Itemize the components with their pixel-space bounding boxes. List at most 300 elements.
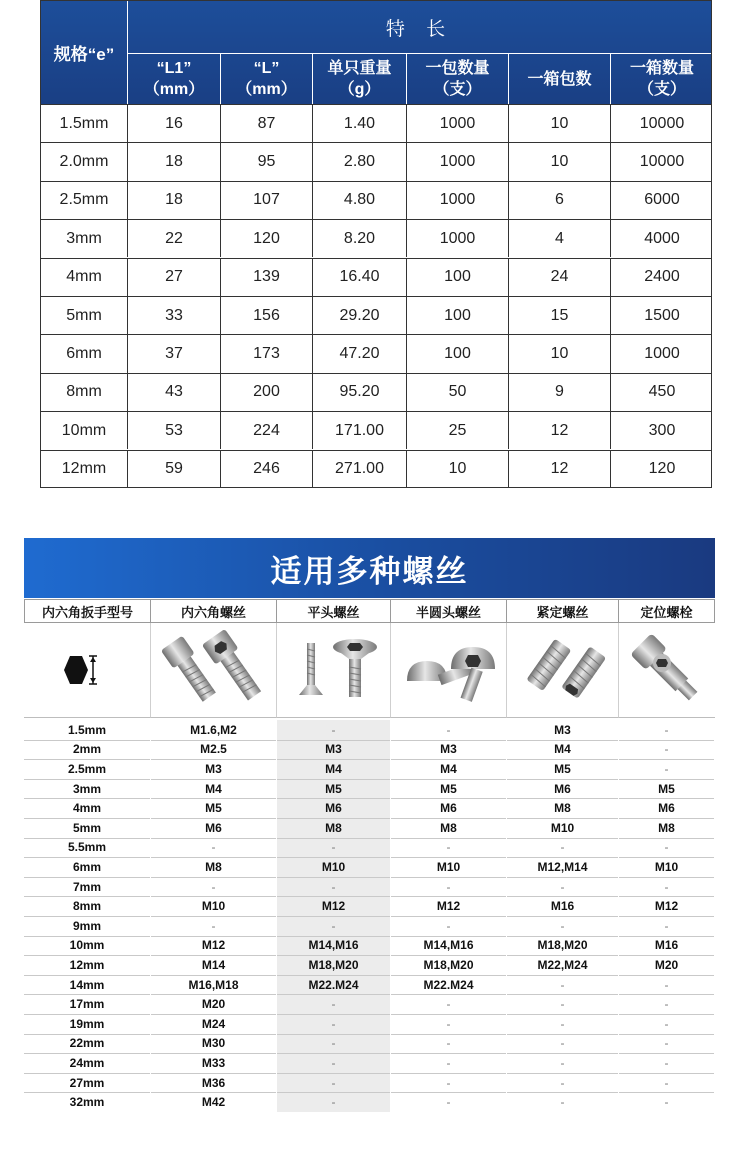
row-divider: [619, 759, 714, 760]
row-divider: [151, 1073, 276, 1074]
screw-size-cell: M3: [205, 761, 222, 776]
row-divider: [507, 936, 618, 937]
compatibility-title: 适用多种螺丝: [24, 538, 715, 598]
row-divider: [391, 877, 506, 878]
screw-size-cell: -: [664, 742, 669, 757]
row-divider: [24, 1014, 150, 1015]
subheader-unit: （mm）: [143, 81, 205, 98]
feature-subheader: [611, 54, 713, 104]
row-divider: [24, 936, 150, 937]
row-divider: [619, 975, 714, 976]
wrench-size-cell: 24mm: [69, 1055, 105, 1070]
row-divider: [24, 975, 150, 976]
row-divider: [24, 857, 150, 858]
screw-size-cell: M8: [440, 820, 457, 835]
screw-size-cell: -: [560, 918, 565, 933]
row-divider: [151, 994, 276, 995]
value-cell: 271.00: [313, 451, 407, 488]
screw-size-cell: M6: [205, 820, 222, 835]
screw-size-cell: M20: [654, 957, 679, 972]
value-cell: 200: [221, 374, 313, 411]
row-divider: [277, 1053, 390, 1054]
spec-table-header: [41, 1, 711, 104]
row-divider: [24, 1092, 150, 1093]
screw-size-cell: M8: [554, 801, 571, 816]
row-divider: [507, 975, 618, 976]
subheader-label: “L”: [253, 60, 280, 77]
screw-size-cell: M16: [550, 899, 575, 914]
screw-size-cell: M3: [554, 722, 571, 737]
screw-size-cell: M5: [205, 801, 222, 816]
row-divider: [619, 779, 714, 780]
value-cell: 1000: [407, 220, 509, 257]
value-cell: 6: [509, 182, 611, 219]
value-cell: 8.20: [313, 220, 407, 257]
screw-size-cell: M10: [201, 899, 226, 914]
row-divider: [619, 857, 714, 858]
row-divider: [277, 1092, 390, 1093]
screw-size-cell: -: [331, 1016, 336, 1031]
screw-size-cell: M8: [205, 859, 222, 874]
screw-size-cell: M3: [440, 742, 457, 757]
spec-cell: 4mm: [41, 259, 128, 296]
row-divider: [151, 1034, 276, 1035]
row-divider: [619, 838, 714, 839]
value-cell: 37: [128, 335, 221, 372]
row-divider: [619, 916, 714, 917]
row-divider: [277, 838, 390, 839]
screw-size-cell: M1.6,M2: [190, 722, 237, 737]
subheader-unit: （mm）: [236, 81, 297, 98]
row-divider: [507, 994, 618, 995]
value-cell: 4: [509, 220, 611, 257]
value-cell: 139: [221, 259, 313, 296]
value-cell: 1000: [407, 105, 509, 142]
screw-size-cell: -: [664, 1055, 669, 1070]
row-divider: [277, 740, 390, 741]
row-divider: [277, 877, 390, 878]
screw-size-cell: -: [211, 879, 216, 894]
row-divider: [507, 955, 618, 956]
screw-size-cell: -: [446, 1016, 451, 1031]
screw-size-cell: M18,M20: [308, 957, 359, 972]
spec-cell: 2.0mm: [41, 143, 128, 180]
subheader-label: 一箱数量: [629, 60, 694, 77]
row-divider: [151, 1092, 276, 1093]
row-divider: [619, 1092, 714, 1093]
value-cell: 107: [221, 182, 313, 219]
value-cell: 25: [407, 412, 509, 449]
wrench-size-cell: 2mm: [72, 742, 101, 757]
screw-size-cell: -: [446, 879, 451, 894]
screw-size-cell: -: [560, 977, 565, 992]
table-column: [151, 720, 276, 1112]
value-cell: 16.40: [313, 259, 407, 296]
set-screw-icon: [507, 623, 619, 718]
row-divider: [151, 896, 276, 897]
screw-size-cell: M8: [658, 820, 675, 835]
screw-size-cell: -: [331, 879, 336, 894]
row-divider: [277, 798, 390, 799]
wrench-size-cell: 9mm: [72, 918, 101, 933]
row-divider: [391, 779, 506, 780]
screw-size-cell: M10: [654, 859, 679, 874]
screw-size-cell: -: [664, 977, 669, 992]
screw-size-cell: M4: [325, 761, 342, 776]
row-divider: [277, 759, 390, 760]
value-cell: 24: [509, 259, 611, 296]
column-header: 紧定螺丝: [507, 599, 619, 623]
row-divider: [391, 896, 506, 897]
row-divider: [277, 916, 390, 917]
row-divider: [391, 740, 506, 741]
value-cell: 16: [128, 105, 221, 142]
row-divider: [619, 994, 714, 995]
screw-size-cell: -: [446, 1075, 451, 1090]
value-cell: 173: [221, 335, 313, 372]
row-divider: [507, 740, 618, 741]
value-cell: 450: [648, 383, 676, 401]
value-cell: 10: [509, 335, 611, 372]
row-divider: [24, 1053, 150, 1054]
row-divider: [619, 1053, 714, 1054]
row-divider: [24, 1034, 150, 1035]
screw-size-cell: -: [664, 1075, 669, 1090]
row-divider: [151, 1014, 276, 1015]
row-divider: [24, 779, 150, 780]
value-cell: 10: [407, 451, 509, 488]
wrench-size-cell: 3mm: [72, 781, 101, 796]
spec-cell: 1.5mm: [41, 105, 128, 142]
spec-cell: 3mm: [41, 220, 128, 257]
screw-size-cell: -: [446, 840, 451, 855]
value-cell: 95.20: [313, 374, 407, 411]
row-divider: [619, 818, 714, 819]
screw-size-cell: M18,M20: [423, 957, 474, 972]
value-cell: 1500: [644, 306, 680, 324]
shoulder-bolt-icon: [619, 623, 715, 718]
row-divider: [619, 798, 714, 799]
screw-size-cell: -: [446, 997, 451, 1012]
row-divider: [507, 857, 618, 858]
row-divider: [391, 759, 506, 760]
subheader-label: 一包数量: [425, 60, 490, 77]
row-divider: [277, 975, 390, 976]
wrench-size-cell: 1.5mm: [67, 722, 107, 737]
value-cell: 10: [509, 143, 611, 180]
wrench-size-cell: 14mm: [69, 977, 105, 992]
row-divider: [507, 1053, 618, 1054]
row-divider: [391, 916, 506, 917]
row-divider: [151, 975, 276, 976]
value-cell: 50: [407, 374, 509, 411]
screw-size-cell: -: [560, 840, 565, 855]
row-divider: [151, 779, 276, 780]
feature-subheader: [313, 54, 407, 104]
row-divider: [24, 838, 150, 839]
screw-size-cell: M22.M24: [308, 977, 359, 992]
screw-size-cell: M22,M24: [537, 957, 588, 972]
row-divider: [151, 798, 276, 799]
subheader-label: 一箱包数: [527, 70, 592, 88]
screw-size-cell: M10: [550, 820, 575, 835]
table-column: [507, 720, 618, 1112]
row-divider: [277, 857, 390, 858]
value-cell: 43: [128, 374, 221, 411]
table-column: [619, 720, 714, 1112]
value-cell: 10000: [639, 153, 685, 171]
column-header: 半圆头螺丝: [391, 599, 507, 623]
screw-size-cell: -: [446, 1036, 451, 1051]
wrench-size-cell: 8mm: [72, 899, 101, 914]
value-cell: 87: [221, 105, 313, 142]
screw-size-cell: M18,M20: [537, 938, 588, 953]
screw-size-cell: M6: [554, 781, 571, 796]
value-cell: 120: [221, 220, 313, 257]
screw-size-cell: -: [331, 1036, 336, 1051]
row-divider: [507, 798, 618, 799]
screw-size-cell: -: [446, 1055, 451, 1070]
screw-size-cell: M16: [654, 938, 679, 953]
screw-size-cell: M42: [201, 1095, 226, 1110]
value-cell: 33: [128, 297, 221, 334]
screw-size-cell: M4: [554, 742, 571, 757]
wrench-size-cell: 5.5mm: [67, 840, 107, 855]
value-cell: 156: [221, 297, 313, 334]
wrench-spec-table: [40, 0, 712, 488]
row-divider: [507, 896, 618, 897]
row-divider: [619, 1014, 714, 1015]
row-divider: [151, 818, 276, 819]
row-divider: [391, 1053, 506, 1054]
screw-size-cell: M3: [325, 742, 342, 757]
row-divider: [151, 759, 276, 760]
value-cell: 27: [128, 259, 221, 296]
spec-cell: 2.5mm: [41, 182, 128, 219]
screw-size-cell: -: [446, 722, 451, 737]
row-divider: [277, 779, 390, 780]
hex-wrench-size-icon: [24, 623, 151, 718]
feature-subheader: [407, 54, 509, 104]
row-divider: [507, 779, 618, 780]
row-divider: [391, 857, 506, 858]
value-cell: 53: [128, 412, 221, 449]
row-divider: [619, 1073, 714, 1074]
table-column: [24, 720, 150, 1112]
table-row: [41, 219, 711, 257]
row-divider: [507, 759, 618, 760]
table-row: [41, 411, 711, 449]
screw-compatibility-table: [24, 599, 715, 1112]
screw-size-cell: M12,M14: [537, 859, 588, 874]
screw-size-cell: -: [560, 1055, 565, 1070]
wrench-size-cell: 6mm: [72, 859, 101, 874]
row-divider: [507, 818, 618, 819]
wrench-size-cell: 32mm: [69, 1095, 105, 1110]
row-divider: [619, 740, 714, 741]
screw-size-cell: M5: [658, 781, 675, 796]
screw-size-cell: -: [664, 761, 669, 776]
spec-cell: 6mm: [41, 335, 128, 372]
row-divider: [151, 740, 276, 741]
screw-size-cell: -: [664, 997, 669, 1012]
screw-size-cell: M8: [325, 820, 342, 835]
value-cell: 10: [509, 105, 611, 142]
spec-cell: 8mm: [41, 374, 128, 411]
value-cell: 12: [509, 412, 611, 449]
screw-size-cell: -: [560, 879, 565, 894]
value-cell: 1000: [407, 182, 509, 219]
row-divider: [391, 975, 506, 976]
screw-size-cell: -: [331, 1075, 336, 1090]
screw-size-cell: M12: [321, 899, 346, 914]
screw-size-cell: -: [664, 1016, 669, 1031]
screw-size-cell: -: [331, 997, 336, 1012]
table-row: [41, 142, 711, 180]
row-divider: [24, 818, 150, 819]
screw-size-cell: M5: [440, 781, 457, 796]
wrench-size-cell: 22mm: [69, 1036, 105, 1051]
screw-size-cell: -: [560, 997, 565, 1012]
spec-cell: 5mm: [41, 297, 128, 334]
screw-size-cell: M14,M16: [423, 938, 474, 953]
row-divider: [391, 1073, 506, 1074]
value-cell: 1000: [644, 345, 680, 363]
row-divider: [507, 1014, 618, 1015]
value-cell: 18: [128, 143, 221, 180]
screw-size-cell: M12: [654, 899, 679, 914]
screw-size-cell: M12: [201, 938, 226, 953]
table-row: [41, 450, 711, 488]
value-cell: 100: [407, 297, 509, 334]
row-divider: [151, 857, 276, 858]
screw-size-cell: -: [331, 1095, 336, 1110]
value-cell: 10000: [639, 114, 685, 132]
row-divider: [24, 955, 150, 956]
row-divider: [277, 1073, 390, 1074]
value-cell: 1000: [407, 143, 509, 180]
screw-size-cell: -: [664, 879, 669, 894]
screw-size-cell: -: [560, 1036, 565, 1051]
value-cell: 246: [221, 451, 313, 488]
row-divider: [391, 936, 506, 937]
row-divider: [151, 838, 276, 839]
row-divider: [507, 877, 618, 878]
screw-size-cell: -: [664, 1036, 669, 1051]
button-head-screw-icon: [391, 623, 507, 718]
row-divider: [391, 818, 506, 819]
wrench-size-cell: 4mm: [72, 801, 101, 816]
column-header: 内六角螺丝: [151, 599, 277, 623]
value-cell: 120: [648, 460, 676, 478]
table-row: [41, 181, 711, 219]
screw-size-cell: -: [664, 840, 669, 855]
screw-size-cell: M22.M24: [423, 977, 474, 992]
subheader-label: “L1”: [156, 60, 192, 77]
row-divider: [391, 955, 506, 956]
value-cell: 2.80: [313, 143, 407, 180]
value-cell: 2400: [644, 268, 680, 286]
row-divider: [151, 955, 276, 956]
spec-cell: 12mm: [41, 451, 128, 488]
value-cell: 9: [509, 374, 611, 411]
row-divider: [391, 798, 506, 799]
spec-cell: 10mm: [41, 412, 128, 449]
subheader-label: 单只重量: [327, 60, 392, 77]
row-divider: [619, 896, 714, 897]
row-divider: [619, 1034, 714, 1035]
screw-size-cell: M10: [321, 859, 346, 874]
row-divider: [24, 916, 150, 917]
value-cell: 1.40: [313, 105, 407, 142]
screw-size-cell: M5: [325, 781, 342, 796]
row-divider: [151, 916, 276, 917]
spec-header: 规格“e”: [41, 1, 128, 104]
screw-size-cell: M5: [554, 761, 571, 776]
value-cell: 171.00: [313, 412, 407, 449]
screw-size-cell: -: [560, 1075, 565, 1090]
feature-subheader: [509, 54, 611, 104]
wrench-size-cell: 7mm: [72, 879, 101, 894]
value-cell: 224: [221, 412, 313, 449]
screw-size-cell: -: [446, 1095, 451, 1110]
screw-size-cell: M4: [440, 761, 457, 776]
screw-size-cell: M24: [201, 1016, 226, 1031]
screw-size-cell: M30: [201, 1036, 226, 1051]
row-divider: [391, 1034, 506, 1035]
row-divider: [277, 1034, 390, 1035]
feature-subheader: [221, 54, 313, 104]
screw-size-cell: -: [211, 840, 216, 855]
row-divider: [391, 994, 506, 995]
screw-size-cell: -: [446, 918, 451, 933]
row-divider: [277, 896, 390, 897]
row-divider: [507, 1092, 618, 1093]
screw-size-cell: -: [560, 1095, 565, 1110]
row-divider: [24, 798, 150, 799]
row-divider: [24, 994, 150, 995]
screw-size-cell: M2.5: [200, 742, 227, 757]
row-divider: [151, 936, 276, 937]
row-divider: [507, 838, 618, 839]
wrench-size-cell: 12mm: [69, 957, 105, 972]
table-column: [277, 720, 390, 1112]
screw-size-cell: M10: [436, 859, 461, 874]
screw-size-cell: -: [560, 1016, 565, 1031]
screw-size-cell: M6: [440, 801, 457, 816]
row-divider: [507, 916, 618, 917]
column-header: 内六角扳手型号: [24, 599, 151, 623]
screw-size-cell: -: [331, 1055, 336, 1070]
column-header: 平头螺丝: [277, 599, 391, 623]
table-row: [41, 373, 711, 411]
row-divider: [619, 936, 714, 937]
screw-size-cell: M20: [201, 997, 226, 1012]
value-cell: 12: [509, 451, 611, 488]
row-divider: [277, 936, 390, 937]
row-divider: [619, 877, 714, 878]
flat-head-screw-icon: [277, 623, 391, 718]
subheader-unit: （支）: [637, 81, 686, 98]
value-cell: 100: [407, 335, 509, 372]
row-divider: [277, 955, 390, 956]
wrench-size-cell: 2.5mm: [67, 761, 107, 776]
row-divider: [24, 1073, 150, 1074]
value-cell: 59: [128, 451, 221, 488]
value-cell: 6000: [644, 191, 680, 209]
screw-size-cell: M6: [325, 801, 342, 816]
row-divider: [151, 877, 276, 878]
